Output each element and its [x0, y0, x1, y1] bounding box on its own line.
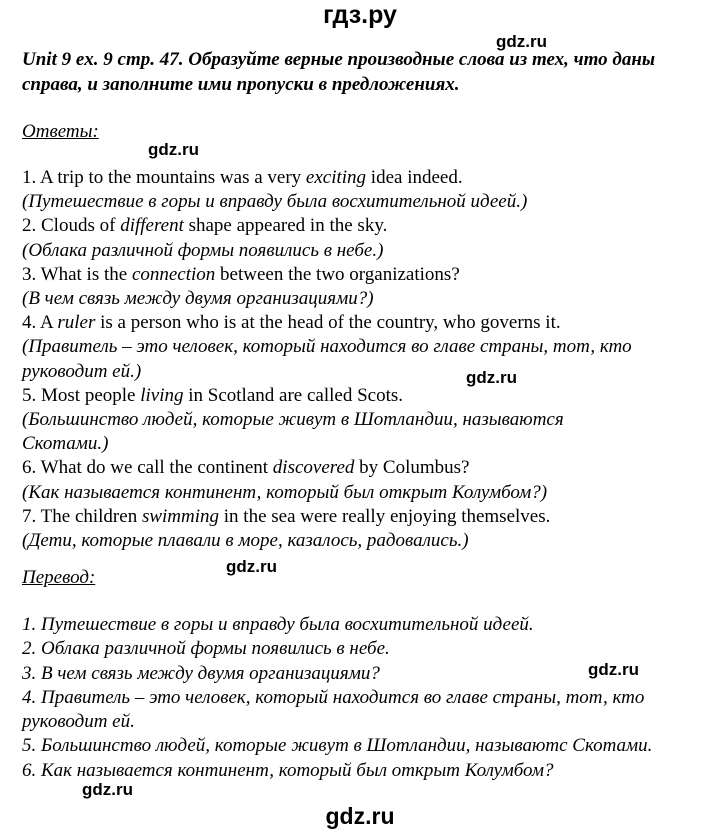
answer-translation: (В чем связь между двумя организациями?): [22, 288, 374, 310]
site-header: гдз.ру: [323, 1, 397, 29]
answer-line: 1. A trip to the mountains was a very exciting idea indeed.: [22, 167, 463, 188]
answer-word: different: [120, 215, 184, 237]
answer-word: exciting: [305, 167, 367, 188]
answer-line: 6. What do we call the continent discovered by Columbus?: [22, 457, 470, 479]
translation-line: 1. Путешествие в горы и вправду была восхитительной идеей.: [22, 614, 534, 635]
answer-translation: (Как называется континент, который был открыт Колумбом?): [22, 481, 548, 503]
watermark: gdz.ru: [226, 557, 277, 576]
translation-line: 2. Облака различной формы появились в небе.: [22, 638, 390, 660]
answer-translation: Скотами.): [22, 433, 109, 455]
answer-word: swimming: [141, 505, 220, 527]
answer-translation: руководит ей.): [22, 360, 142, 382]
answers-list: [22, 166, 702, 553]
answer-word: ruler: [57, 312, 96, 334]
site-footer: gdz.ru: [325, 803, 395, 829]
answer-translation: (Облака различной формы появились в небе.): [22, 239, 384, 261]
translations-list: [22, 613, 712, 783]
answer-line: 2. Clouds of different shape appeared in the sky.: [22, 215, 388, 237]
answer-translation: (Путешествие в горы и вправду была восхитительной идеей.): [22, 191, 528, 213]
answer-word: connection: [131, 263, 216, 285]
watermark: gdz.ru: [148, 140, 199, 159]
answer-translation: (Дети, которые плавали в море, казалось, радовались.): [22, 530, 469, 552]
translation-label: Перевод:: [22, 567, 96, 588]
answer-word: living: [140, 384, 184, 406]
answer-line: 7. The children swimming in the sea were really enjoying themselves.: [22, 505, 551, 527]
answer-line: 4. A ruler is a person who is at the head of the country, who governs it.: [22, 312, 561, 334]
watermark: gdz.ru: [82, 780, 133, 799]
translation-line: 3. В чем связь между двумя организациями?: [22, 662, 380, 684]
answers-label: Ответы:: [22, 121, 99, 142]
task-heading: Unit 9 ex. 9 стр. 47. Образуйте верные производные слова из тех, что даны справа, и заполните ими пропуски в предложениях.: [22, 49, 656, 95]
answer-word: discovered: [272, 457, 355, 479]
answer-line: 5. Most people living in Scotland are called Scots.: [22, 384, 403, 406]
watermark: gdz.ru: [588, 660, 639, 679]
answer-translation: (Большинство людей, которые живут в Шотландии, называются: [22, 409, 564, 431]
translation-line: 5. Большинство людей, которые живут в Шотландии, называютс Скотами.: [22, 735, 653, 757]
answer-translation: (Правитель – это человек, который находится во главе страны, тот, кто: [22, 336, 632, 358]
answer-line: 3. What is the connection between the two organizations?: [22, 263, 460, 285]
translation-line: руководит ей.: [22, 711, 135, 733]
watermark: gdz.ru: [496, 32, 547, 51]
translation-line: 4. Правитель – это человек, который находится во главе страны, тот, кто: [22, 686, 645, 708]
translation-line: 6. Как называется континент, который был открыт Колумбом?: [22, 759, 554, 781]
watermark: gdz.ru: [466, 368, 517, 387]
